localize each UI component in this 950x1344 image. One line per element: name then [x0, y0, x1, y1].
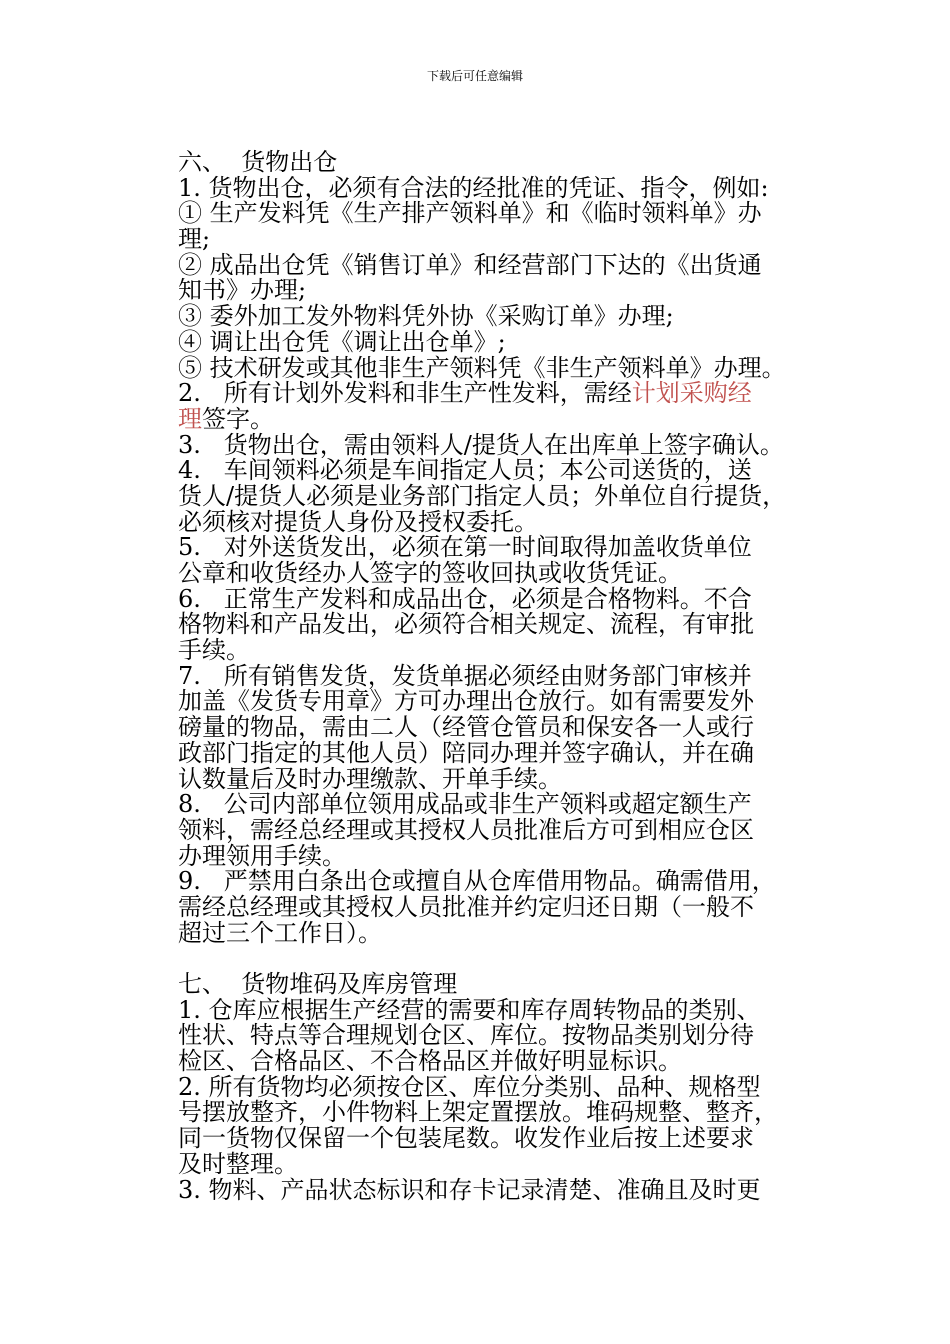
paragraph-line: 政部门指定的其他人员）陪同办理并签字确认，并在确 [178, 738, 754, 767]
paragraph-line: 认数量后及时办理缴款、开单手续。 [178, 764, 562, 793]
paragraph-line: ② 成品出仓凭《销售订单》和经营部门下达的《出货通 [178, 250, 762, 279]
paragraph-line: 1. 货物出仓，必须有合法的经批准的凭证、指令，例如: [178, 173, 769, 202]
paragraph-line: 1. 仓库应根据生产经营的需要和库存周转物品的类别、 [178, 995, 761, 1024]
paragraph-line: 公章和收货经办人签字的签收回执或收货凭证。 [178, 559, 682, 587]
paragraph-line: 格物料和产品发出，必须符合相关规定、流程，有审批 [178, 610, 754, 639]
paragraph-line: 检区、合格品区、不合格品区并做好明显标识。 [178, 1047, 682, 1076]
paragraph-line: 7. 所有销售发货，发货单据必须经由财务部门审核并 [178, 661, 752, 690]
paragraph-line: 2. 所有货物均必须按仓区、库位分类别、品种、规格型 [178, 1072, 761, 1101]
paragraph-line: 8. 公司内部单位领用成品或非生产领料或超定额生产 [178, 790, 752, 819]
section-7-heading: 七、 货物堆码及库房管理 [178, 970, 458, 998]
item-2-text-cont: 签字。 [202, 404, 274, 433]
paragraph-line: 必须核对提货人身份及授权委托。 [178, 507, 538, 536]
paragraph-line: 9. 严禁用白条出仓或擅自从仓库借用物品。确需借用， [178, 867, 776, 896]
paragraph-line: 号摆放整齐，小件物料上架定置摆放。堆码规整、整齐， [178, 1098, 778, 1127]
paragraph-line-item-2 [178, 381, 808, 407]
paragraph-line: ⑤ 技术研发或其他非生产领料凭《非生产领料单》办理。 [178, 353, 786, 382]
document-body [178, 150, 808, 1203]
paragraph-line: 理; [178, 225, 211, 254]
paragraph-line: 及时整理。 [178, 1149, 298, 1178]
section-spacer [178, 946, 808, 972]
paragraph-line: 5. 对外送货发出，必须在第一时间取得加盖收货单位 [178, 533, 752, 562]
paragraph-line: 加盖《发货专用章》方可办理出仓放行。如有需要发外 [178, 687, 754, 716]
paragraph-line: 办理领用手续。 [178, 841, 346, 870]
paragraph-line: 货人/提货人必须是业务部门指定人员；外单位自行提货， [178, 481, 787, 510]
paragraph-line: 同一货物仅保留一个包装尾数。收发作业后按上述要求 [178, 1124, 754, 1153]
item-2-text: 2. 所有计划外发料和非生产性发料，需经 [178, 379, 632, 408]
paragraph-line: 3. 货物出仓，需由领料人/提货人在出库单上签字确认。 [178, 430, 784, 459]
paragraph-line: 手续。 [178, 636, 250, 665]
paragraph-line: ③ 委外加工发外物料凭外协《采购订单》办理; [178, 302, 674, 331]
paragraph-line-item-2-cont [178, 404, 808, 433]
paragraph-line: 3. 物料、产品状态标识和存卡记录清楚、准确且及时更 [178, 1175, 761, 1204]
paragraph-line: 超过三个工作日）。 [178, 918, 382, 947]
paragraph-line: ① 生产发料凭《生产排产领料单》和《临时领料单》办 [178, 199, 762, 228]
paragraph-line: 知书》办理; [178, 276, 307, 305]
paragraph-line: 磅量的物品，需由二人（经管仓管员和保安各一人或行 [178, 713, 754, 742]
page-header: 下载后可任意编辑 [426, 69, 523, 83]
paragraph-line: 4. 车间领料必须是车间指定人员；本公司送货的，送 [178, 456, 752, 485]
paragraph-line: 性状、特点等合理规划仓区、库位。按物品类别划分待 [178, 1021, 754, 1050]
approver-highlight: 计划采购经 [631, 379, 752, 408]
paragraph-line: 领料，需经总经理或其授权人员批准后方可到相应仓区 [178, 815, 754, 844]
paragraph-line: 需经总经理或其授权人员批准并约定归还日期（一般不 [178, 892, 754, 921]
paragraph-line: 6. 正常生产发料和成品出仓，必须是合格物料。不合 [178, 584, 752, 613]
section-6-heading: 六、 货物出仓 [178, 148, 338, 176]
approver-highlight-cont: 理 [178, 404, 202, 433]
paragraph-line: ④ 调让出仓凭《调让出仓单》; [178, 327, 506, 356]
